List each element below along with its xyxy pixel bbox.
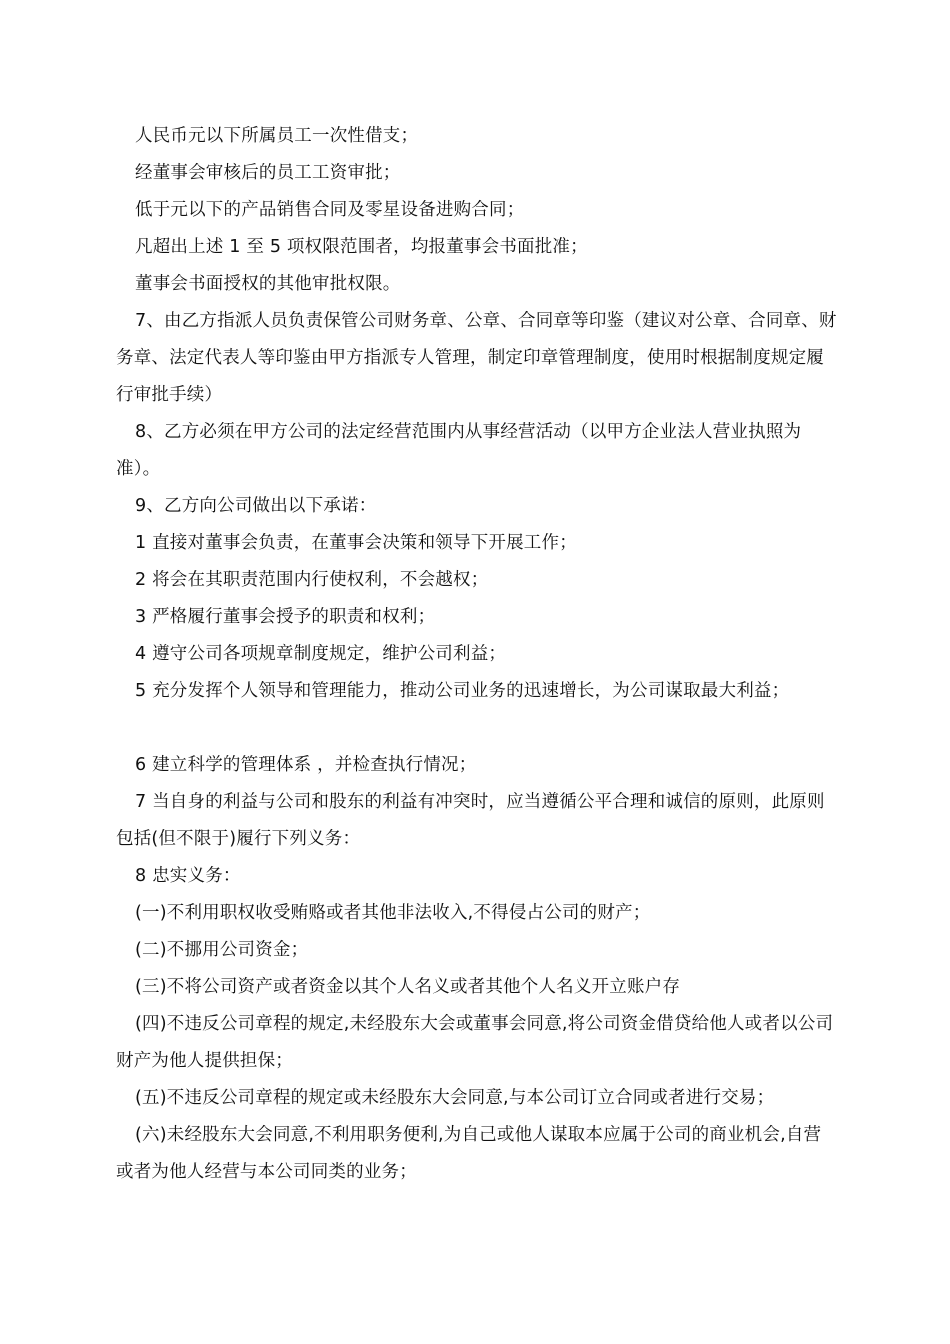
paragraph: 经董事会审核后的员工工资审批；	[135, 163, 401, 183]
paragraph: 7 当自身的利益与公司和股东的利益有冲突时，应当遵循公平合理和诚信的原则，此原则包括(但不限于)履行下列义务：	[116, 792, 825, 849]
blank-line	[116, 710, 838, 747]
paragraph: 8 忠实义务：	[135, 866, 241, 886]
paragraph: (五)不违反公司章程的规定或未经股东大会同意,与本公司订立合同或者进行交易；	[135, 1088, 775, 1108]
paragraph: 3 严格履行董事会授予的职责和权利；	[135, 607, 436, 627]
paragraph: (二)不挪用公司资金；	[135, 940, 309, 960]
paragraph: 2 将会在其职责范围内行使权利，不会越权；	[135, 570, 489, 590]
paragraph: 8、乙方必须在甲方公司的法定经营范围内从事经营活动（以甲方企业法人营业执照为准）。	[116, 422, 802, 479]
paragraph: (三)不将公司资产或者资金以其个人名义或者其他个人名义开立账户存	[135, 977, 681, 997]
paragraph: 7、由乙方指派人员负责保管公司财务章、公章、合同章等印鉴（建议对公章、合同章、财务章、法定代表人等印鉴由甲方指派专人管理，制定印章管理制度，使用时根据制度规定履行审批手续）	[116, 311, 837, 405]
paragraph: 4 遵守公司各项规章制度规定，维护公司利益；	[135, 644, 507, 664]
paragraph: (一)不利用职权收受贿赂或者其他非法收入,不得侵占公司的财产；	[135, 903, 651, 923]
paragraph: 9、乙方向公司做出以下承诺：	[135, 496, 377, 516]
paragraph: 董事会书面授权的其他审批权限。	[135, 274, 401, 294]
paragraph: (四)不违反公司章程的规定,未经股东大会或董事会同意,将公司资金借贷给他人或者以公司财产为他人提供担保；	[116, 1014, 834, 1071]
paragraph: 1 直接对董事会负责，在董事会决策和领导下开展工作；	[135, 533, 577, 553]
document-body	[116, 118, 838, 1191]
paragraph: 6 建立科学的管理体系 ，并检查执行情况；	[135, 755, 477, 775]
paragraph: 凡超出上述 1 至 5 项权限范围者，均报董事会书面批准；	[135, 237, 588, 257]
paragraph: 低于元以下的产品销售合同及零星设备进购合同；	[135, 200, 525, 220]
paragraph: 5 充分发挥个人领导和管理能力，推动公司业务的迅速增长，为公司谋取最大利益；	[135, 681, 790, 701]
paragraph: (六)未经股东大会同意,不利用职务便利,为自己或他人谋取本应属于公司的商业机会,自营或者为他人经营与本公司同类的业务；	[116, 1125, 822, 1182]
paragraph: 人民币元以下所属员工一次性借支；	[135, 126, 419, 146]
